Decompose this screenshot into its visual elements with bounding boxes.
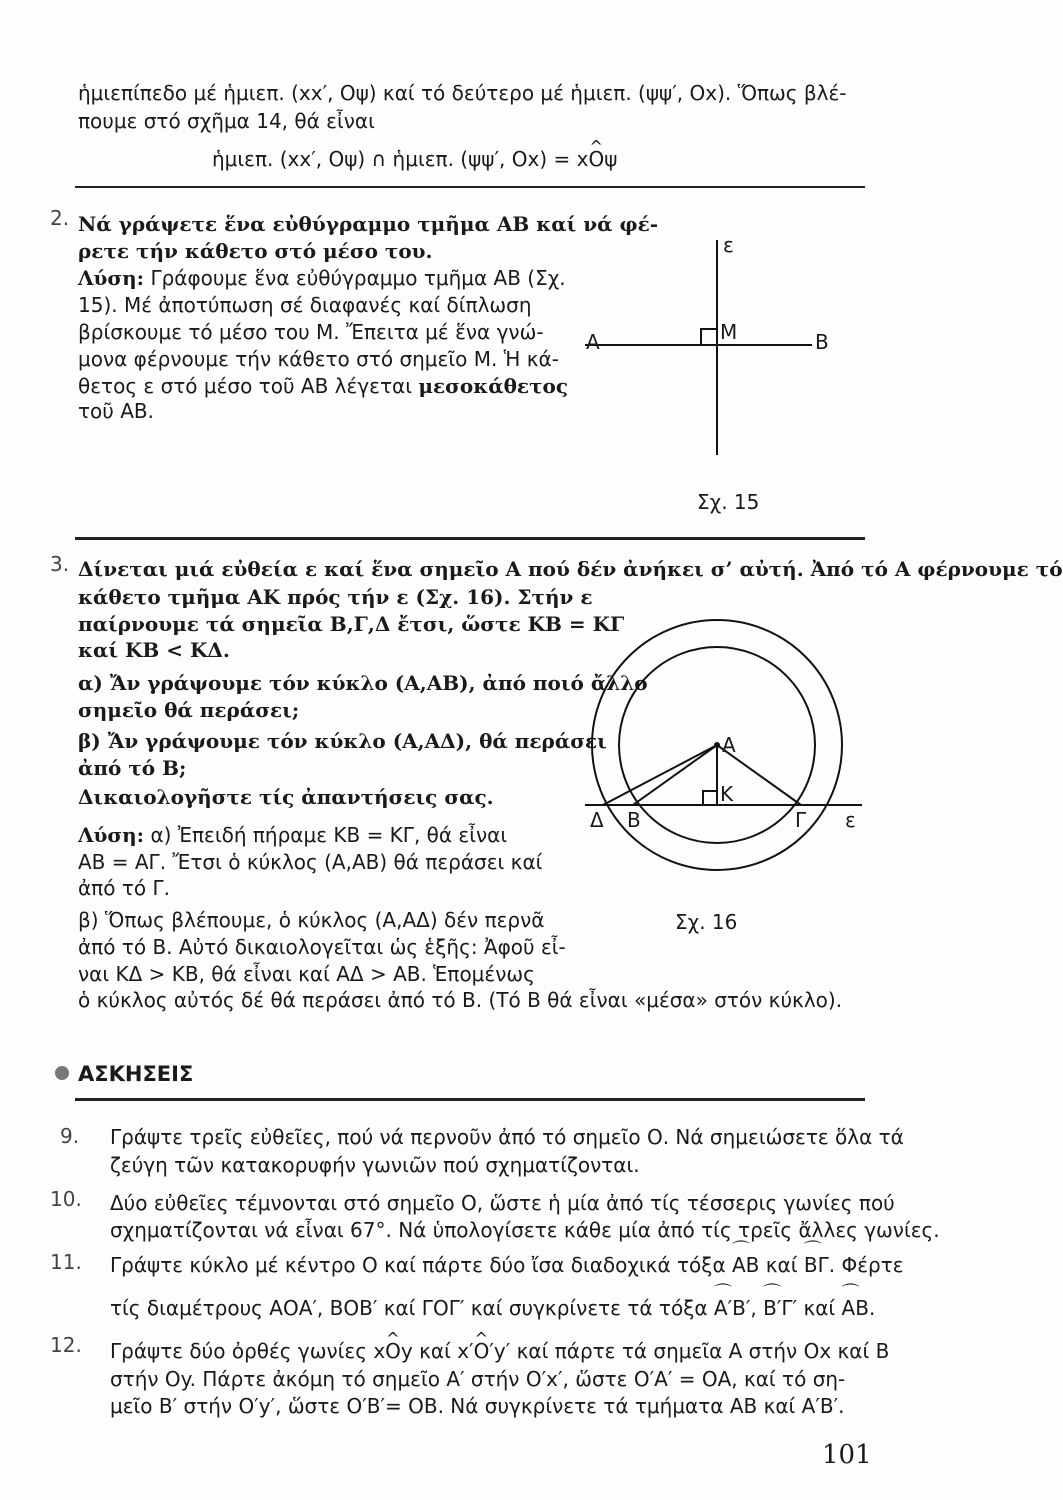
fig15-label-a: Α (586, 330, 600, 354)
intro-line-1: ἡμιεπίπεδο μέ ἡμιεπ. (xx′, Οψ) καί τό δεύτερο μέ ἡμιεπ. (ψψ′, Οx). Ὅπως βλέ- (78, 81, 847, 105)
exercises-heading: ΑΣΚΗΣΕΙΣ (78, 1062, 194, 1086)
problem-3-solution-7: ὁ κύκλος αὐτός δέ θά περάσει ἀπό τό Β. (Τό Β θά εἶναι «μέσα» στόν κύκλο). (78, 988, 843, 1012)
exercise-10-line-2: σχηματίζονται νά εἶναι 67°. Νά ὑπολογίσετε κάθε μία ἀπό τίς τρεῖς ἄλλες γωνίες. (110, 1218, 940, 1242)
problem-3-solution-4: β) Ὅπως βλέπουμε, ὁ κύκλος (Α,ΑΔ) δέν περνᾶ (78, 908, 545, 932)
fig16-label-d: Δ (590, 808, 604, 832)
segment-ab (633, 745, 717, 805)
fig15-caption: Σχ. 15 (697, 490, 760, 514)
problem-2-question-1: Νά γράψετε ἕνα εὐθύγραμμο τμῆμα ΑΒ καί νά φέ- (78, 212, 659, 236)
problem-2-solution-4: μονα φέρνουμε τήν κάθετο στό σημεῖο Μ. Ἡ κά- (78, 347, 559, 371)
fig16-label-g: Γ (795, 808, 807, 832)
page-number: 101 (822, 1440, 872, 1470)
problem-3-question-4: καί ΚΒ < ΚΔ. (78, 638, 230, 662)
problem-3-solution-6: ναι ΚΔ > ΚΒ, θά εἶναι καί ΑΔ > ΑΒ. Ἑπομένως (78, 962, 535, 986)
problem-3-part-a-2: σημεῖο θά περάσει; (78, 698, 300, 722)
exercise-9-line-1: Γράψτε τρεῖς εὐθεῖες, πού νά περνοῦν ἀπό τό σημεῖο Ο. Νά σημειώσετε ὅλα τά (110, 1125, 904, 1149)
problem-2-solution-1: Λύση: Γράφουμε ἕνα εὐθύγραμμο τμῆμα ΑΒ (Σχ. (78, 266, 566, 290)
problem-3-question-2: κάθετο τμῆμα ΑΚ πρός τήν ε (Σχ. 16). Στήν ε (78, 585, 593, 609)
exercise-12-line-2: στήν Οy. Πάρτε ἀκόμη τό σημεῖο Α′ στήν Ο′x′, ὥστε Ο′Α′ = ΟΑ, καί τό ση- (110, 1367, 846, 1391)
problem-3-part-a-1: α) Ἄν γράψουμε τόν κύκλο (Α,ΑΒ), ἀπό ποιό ἄλλο (78, 671, 648, 695)
problem-2-solution-6: τοῦ ΑΒ. (78, 399, 154, 423)
problem-3-solution-5: ἀπό τό Β. Αὐτό δικαιολογεῖται ὡς ἑξῆς: Ἀφοῦ εἶ- (78, 935, 566, 959)
fig16-label-k: Κ (720, 782, 734, 806)
exercise-12-line-1: Γράψτε δύο ὀρθές γωνίες x^ Οy καί x′^ Ο′y′ καί πάρτε τά σημεῖα Α στήν Οx καί Β (110, 1338, 889, 1364)
problem-3-solution-2: ΑΒ = ΑΓ. Ἔτσι ὁ κύκλος (Α,ΑΒ) θά περάσει καί (78, 850, 543, 874)
point-a (714, 742, 720, 748)
fig16-label-e: ε (845, 808, 856, 832)
problem-number: 3. (50, 552, 70, 576)
problem-number: 2. (50, 206, 70, 230)
exercise-9-line-2: ζεύγη τῶν κατακορυφήν γωνιῶν πού σχηματίζονται. (110, 1153, 640, 1177)
right-angle-mark (703, 791, 717, 805)
problem-3-justify: Δικαιολογῆστε τίς ἀπαντήσεις σας. (78, 785, 494, 809)
problem-3-part-b-2: ἀπό τό Β; (78, 756, 187, 780)
intro-formula: ἡμιεπ. (xx′, Οψ) ∩ ἡμιεπ. (ψψ′, Οx) = x^ Οψ (212, 146, 617, 172)
fig16-caption: Σχ. 16 (675, 910, 738, 934)
problem-3-solution-3: ἀπό τό Γ. (78, 876, 170, 900)
problem-3-question-3: παίρνουμε τά σημεῖα Β,Γ,Δ ἔτσι, ὥστε ΚΒ = ΚΓ (78, 612, 625, 636)
problem-3-question-1: Δίνεται μιά εὐθεία ε καί ἕνα σημεῖο Α πού δέν ἀνήκει σ’ αὐτή. Ἀπό τό Α φέρνουμε τό (78, 557, 1063, 581)
intro-line-2: πουμε στό σχῆμα 14, θά εἶναι (78, 109, 375, 133)
problem-3-part-b-1: β) Ἄν γράψουμε τόν κύκλο (Α,ΑΔ), θά περάσει (78, 729, 607, 753)
section-bullet-icon (55, 1066, 69, 1080)
fig15-label-b: Β (815, 330, 829, 354)
exercise-11-line-1: Γράψτε κύκλο μέ κέντρο Ο καί πάρτε δύο ἴσα διαδοχικά τόξα ⌒ ΑΒ καί ⌒ ΒΓ. Φέρτε (110, 1252, 904, 1278)
exercise-number: 12. (50, 1333, 82, 1357)
divider (75, 1098, 865, 1101)
problem-2-question-2: ρετε τήν κάθετο στό μέσο του. (78, 239, 433, 263)
problem-2-solution-5: θετος ε στό μέσο τοῦ ΑΒ λέγεται μεσοκάθετος (78, 374, 569, 398)
exercise-11-line-2: τίς διαμέτρους ΑΟΑ′, ΒΟΒ′ καί ΓΟΓ′ καί συγκρίνετε τά τόξα ⌒ Α′Β′, ⌒ Β′Γ′ καί ⌒ ΑΒ. (110, 1295, 875, 1321)
fig16-label-b: Β (627, 808, 641, 832)
fig15-label-e: ε (723, 233, 734, 257)
fig15-label-m: Μ (720, 320, 738, 344)
problem-2-solution-2: 15). Μέ ἀποτύπωση σέ διαφανές καί δίπλωση (78, 293, 532, 317)
exercise-number: 10. (50, 1187, 82, 1211)
exercise-number: 11. (50, 1250, 82, 1274)
problem-2-solution-3: βρίσκουμε τό μέσο του Μ. Ἔπειτα μέ ἕνα γνώ- (78, 320, 544, 344)
fig16-label-a: Α (722, 733, 736, 757)
exercise-number: 9. (60, 1124, 80, 1148)
exercise-10-line-1: Δύο εὐθεῖες τέμνονται στό σημεῖο Ο, ὥστε ἡ μία ἀπό τίς τέσσερις γωνίες πού (110, 1191, 895, 1215)
exercise-12-line-3: μεῖο Β′ στήν Ο′y′, ὥστε Ο′Β′= ΟΒ. Νά συγκρίνετε τά τμήματα ΑΒ καί Α′Β′. (110, 1394, 845, 1418)
problem-3-solution-1: Λύση: α) Ἐπειδή πήραμε ΚΒ = ΚΓ, θά εἶναι (78, 823, 508, 847)
